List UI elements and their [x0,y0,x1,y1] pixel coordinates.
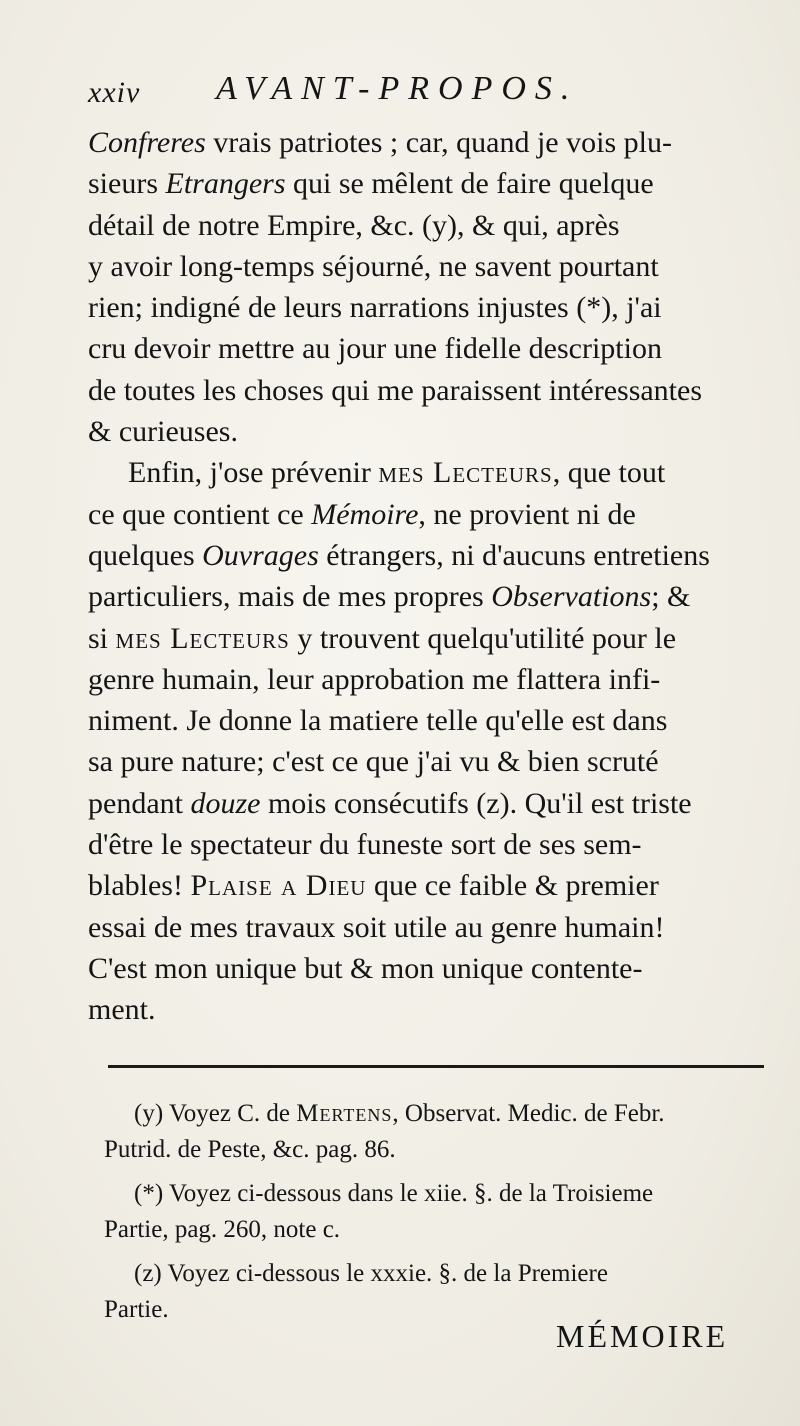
text-span: particuliers, mais de mes propres [88,580,492,614]
catchword: MÉMOIRE [556,1318,729,1354]
text-span: (*) Voyez ci-dessous dans le xiie. §. de la Troisieme [134,1180,654,1207]
text-span: Partie, pag. 260, note c. [104,1216,341,1243]
text-line [88,948,764,989]
text-span: y avoir long-temps séjourné, ne savent pourtant [88,249,659,283]
text-span: si [88,621,116,655]
text-line [88,659,764,700]
text-line [88,411,764,452]
footnote-line [104,1176,764,1212]
text-line [88,452,764,493]
text-span: Observations [491,580,652,614]
text-span: blables! [88,869,191,903]
text-span: ; & [651,580,691,614]
text-span: d'être le spectateur du funeste sort de ses sem- [88,828,642,862]
text-span: , que tout [552,456,666,490]
text-line [88,205,764,246]
text-span: y trouvent quelqu'utilité pour le [289,621,677,655]
text-span: étrangers, ni d'aucuns entretiens [318,538,710,572]
text-span: ment. [88,993,156,1027]
text-line [88,163,764,204]
text-span: rien; indigné de leurs narrations injustes (*), j'ai [88,291,662,325]
text-span: , Observat. Medic. de Febr. [392,1100,665,1127]
text-span: (z) Voyez ci-dessous le xxxie. §. de la Premiere [134,1260,608,1287]
footnote-y [104,1096,764,1168]
text-span: niment. Je donne la matiere telle qu'elle est dans [88,704,668,738]
text-line [88,824,764,865]
text-line [88,494,764,535]
text-line [88,907,764,948]
text-line [88,618,764,659]
text-span: Plaise a Dieu [190,869,367,903]
text-span: Mémoire [311,497,419,531]
text-line [88,370,764,411]
footnote-line [104,1256,764,1292]
footnotes [104,1096,764,1336]
text-span: quelques [88,538,203,572]
text-span: Putrid. de Peste, &c. pag. 86. [104,1136,396,1163]
text-span: Etrangers [165,167,286,201]
text-span: que ce faible & premier [366,869,659,903]
text-line [88,576,764,617]
text-span: (y) Voyez C. de [134,1100,297,1127]
text-span: de toutes les choses qui me paraissent intéressantes [88,373,703,407]
text-line [88,700,764,741]
text-line [88,328,764,369]
footnote-line [104,1132,764,1168]
text-span: Partie. [104,1296,169,1323]
page-header [88,70,708,120]
text-line [88,246,764,287]
text-span: Confreres [88,126,206,159]
text-span: Ouvrages [202,538,319,572]
text-line [88,287,764,328]
text-line [88,989,764,1030]
text-span: genre humain, leur approbation me flattera infi- [88,662,661,696]
page-number: xxiv [88,76,141,109]
text-span: pendant [88,786,191,820]
text-span: cru devoir mettre au jour une fidelle description [88,332,662,366]
text-span: ce que contient ce [88,497,312,531]
text-line [88,865,764,906]
text-span: vrais patriotes ; car, quand je vois plu- [205,126,672,159]
text-span: mes Lecteurs [115,621,290,655]
text-line [88,122,764,163]
body-text [88,122,764,1031]
text-span: Mertens [296,1100,393,1127]
text-span: Enfin, j'ose prévenir [128,456,379,490]
text-span: C'est mon unique but & mon unique contente- [88,951,643,985]
text-span: essai de mes travaux soit utile au genre humain! [88,910,665,944]
text-span: & curieuses. [88,415,238,449]
footnote-line [104,1096,764,1132]
text-span: , ne provient ni de [418,497,636,531]
running-title: AVANT-PROPOS. [216,70,579,107]
text-span: qui se mêlent de faire quelque [285,167,654,201]
text-span: douze [190,786,261,820]
text-line [88,741,764,782]
text-span: mes Lecteurs [378,456,553,490]
text-span: mois consécutifs (z). Qu'il est triste [260,786,692,820]
text-span: sa pure nature; c'est ce que j'ai vu & bien scruté [88,745,659,779]
text-line [88,783,764,824]
text-span: sieurs [88,167,166,201]
text-span: détail de notre Empire, &c. (y), & qui, après [88,208,620,242]
footnote-line [104,1212,764,1248]
footnote-rule [108,1065,764,1068]
footnote-star [104,1176,764,1248]
text-line [88,535,764,576]
